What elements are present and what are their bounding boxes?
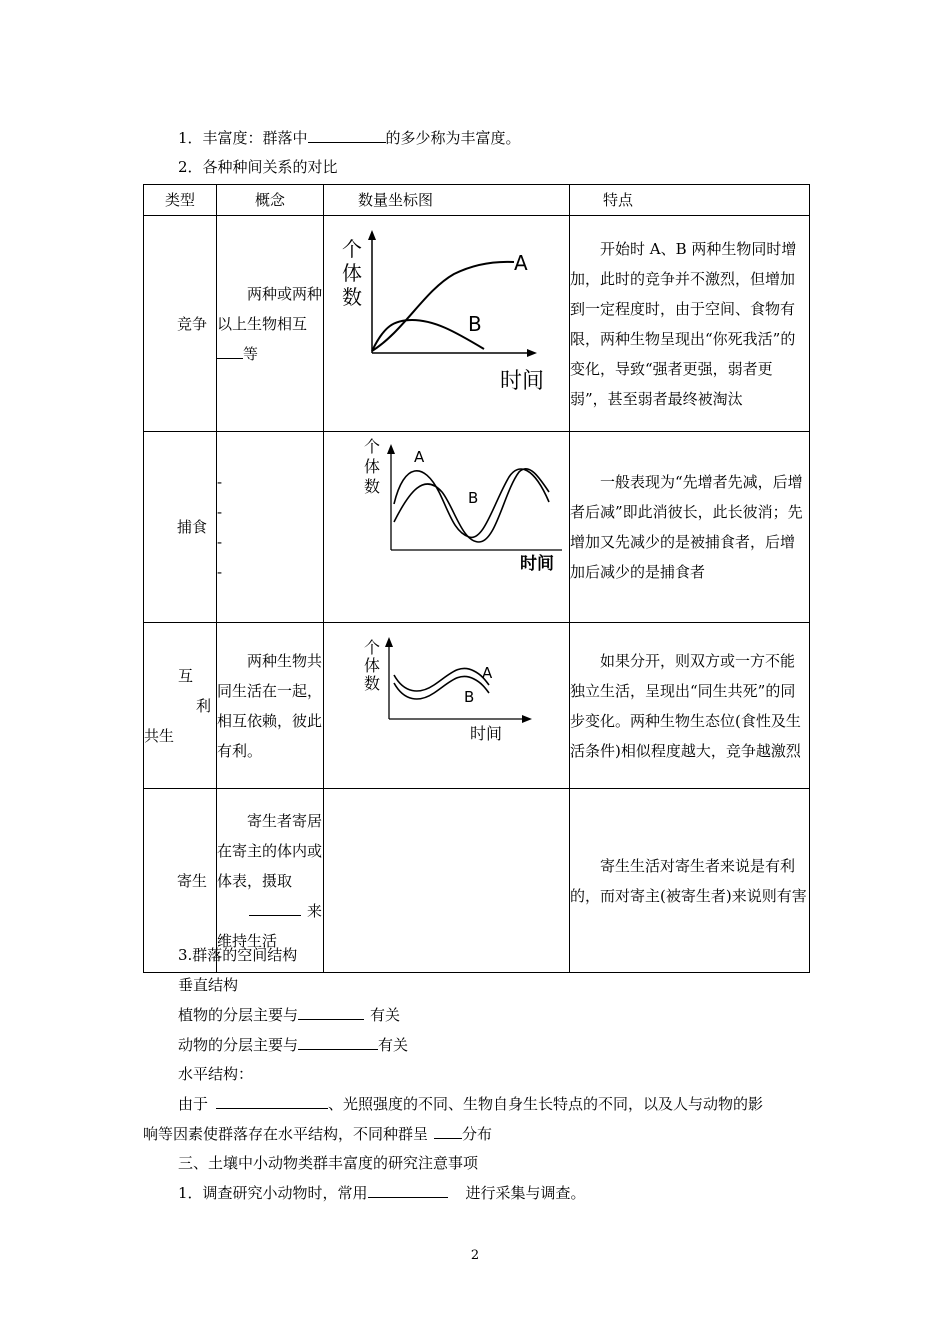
y-axis-arrow (368, 230, 376, 240)
feature-predation: 一般表现为“先增者先减，后增者后减”即此消彼长，此长彼消；先增加又先减少的是被捕食者，后增加后减少的是捕食者 (570, 432, 810, 623)
y-axis-arrow (385, 637, 393, 647)
y-label-3: 数 (364, 477, 381, 496)
x-axis-arrow (522, 715, 532, 723)
relation-table (143, 184, 810, 973)
structure-heading: 3.群落的空间结构 (178, 946, 298, 964)
curve-a (372, 262, 514, 351)
header-type: 类型 (144, 185, 217, 216)
feature-parasitism: 寄生生活对寄生者来说是有利的，而对寄主(被寄生者)来说则有害 (570, 789, 810, 973)
type-mutualism: 互利 共生 (144, 623, 217, 789)
blank-parasitism[interactable] (249, 901, 301, 916)
feature-competition: 开始时 A、B 两种生物同时增加，此时的竞争并不激烈，但增加到一定程度时，由于空间、食物有限，两种生物呈现出“你死我活”的变化，导致“强者更强，弱者更弱”，甚至弱者最终被淘汰 (570, 216, 810, 432)
blank-horizontal-1[interactable] (216, 1094, 328, 1109)
horizontal-line-2: 响等因素使群落存在水平结构，不同种群呈 分布 (143, 1125, 493, 1143)
animal-layer-line: 动物的分层主要与 有关 (178, 1036, 409, 1054)
blank-collection-method[interactable] (368, 1183, 448, 1198)
graph-mutualism (324, 623, 570, 789)
blank-horizontal-2[interactable] (434, 1124, 462, 1139)
section-3-item-1: 1．调查研究小动物时，常用 进行采集与调查。 (178, 1184, 586, 1202)
plant-layer-line: 植物的分层主要与 有关 (178, 1006, 401, 1024)
blank-animal[interactable] (298, 1035, 378, 1050)
curve-b-label: B (464, 688, 475, 706)
graph-parasitism (324, 789, 570, 973)
mutualism-chart (324, 623, 569, 778)
section-3-heading: 三、土壤中小动物类群丰富度的研究注意事项 (178, 1154, 479, 1172)
concept-mutualism: 两种生物共同生活在一起，相互依赖，彼此有利。 (217, 623, 324, 789)
y-label-3: 数 (342, 285, 362, 309)
feature-mutualism: 如果分开，则双方或一方不能独立生活，呈现出“同生共死”的同步变化。两种生物生态位(食性及生活条件)相似程度越大，竞争越激烈 (570, 623, 810, 789)
header-concept: 概念 (217, 185, 324, 216)
y-label-1: 个 (364, 437, 381, 456)
graph-competition (324, 216, 570, 432)
curve-a-label: A (482, 664, 493, 682)
curve-a-label: A (514, 251, 528, 275)
y-label-2: 体 (364, 656, 381, 675)
table-row-predation (144, 432, 810, 623)
horizontal-line-1: 由于 、光照强度的不同、生物自身生长特点的不同，以及人与动物的影 (178, 1095, 764, 1113)
horizontal-structure: 水平结构： (178, 1065, 254, 1083)
blank-plant[interactable] (298, 1005, 364, 1020)
type-competition: 竞争 (144, 216, 217, 432)
table-row-competition (144, 216, 810, 432)
table-header-row (144, 185, 810, 216)
type-predation: 捕食 (144, 432, 217, 623)
page-number: 2 (470, 1248, 480, 1263)
blank-richness[interactable] (308, 128, 386, 143)
y-label-2: 体 (364, 457, 381, 476)
curve-a-label: A (414, 448, 425, 466)
intro-item-1: 1．丰富度：群落中 的多少称为丰富度。 (178, 129, 521, 147)
x-label: 时间 (470, 724, 503, 743)
header-graph: 数量坐标图 (324, 185, 570, 216)
y-label-3: 数 (364, 674, 381, 693)
blank-competition[interactable] (217, 344, 243, 359)
concept-parasitism: 寄生者寄居在寄主的体内或体表，摄取 来 维持生活 (217, 789, 324, 973)
x-label: 时间 (500, 369, 545, 394)
header-feature: 特点 (570, 185, 810, 216)
curve-b-label: B (468, 312, 482, 336)
concept-predation: - - - - (217, 432, 324, 623)
curve-b-label: B (468, 489, 479, 507)
x-label: 时间 (520, 554, 554, 574)
y-label-1: 个 (364, 638, 381, 657)
intro-item-2: 2．各种种间关系的对比 (178, 158, 338, 176)
x-axis-arrow (527, 349, 537, 357)
predation-chart (324, 432, 569, 612)
competition-chart (324, 216, 569, 421)
graph-predation (324, 432, 570, 623)
type-parasitism: 寄生 (144, 789, 217, 973)
y-axis-arrow (387, 444, 395, 454)
y-label-1: 个 (342, 237, 362, 261)
vertical-structure: 垂直结构 (178, 976, 239, 994)
y-label-2: 体 (342, 261, 362, 285)
concept-competition: 两种或两种以上生物相互 等 (217, 216, 324, 432)
table-row-mutualism (144, 623, 810, 789)
